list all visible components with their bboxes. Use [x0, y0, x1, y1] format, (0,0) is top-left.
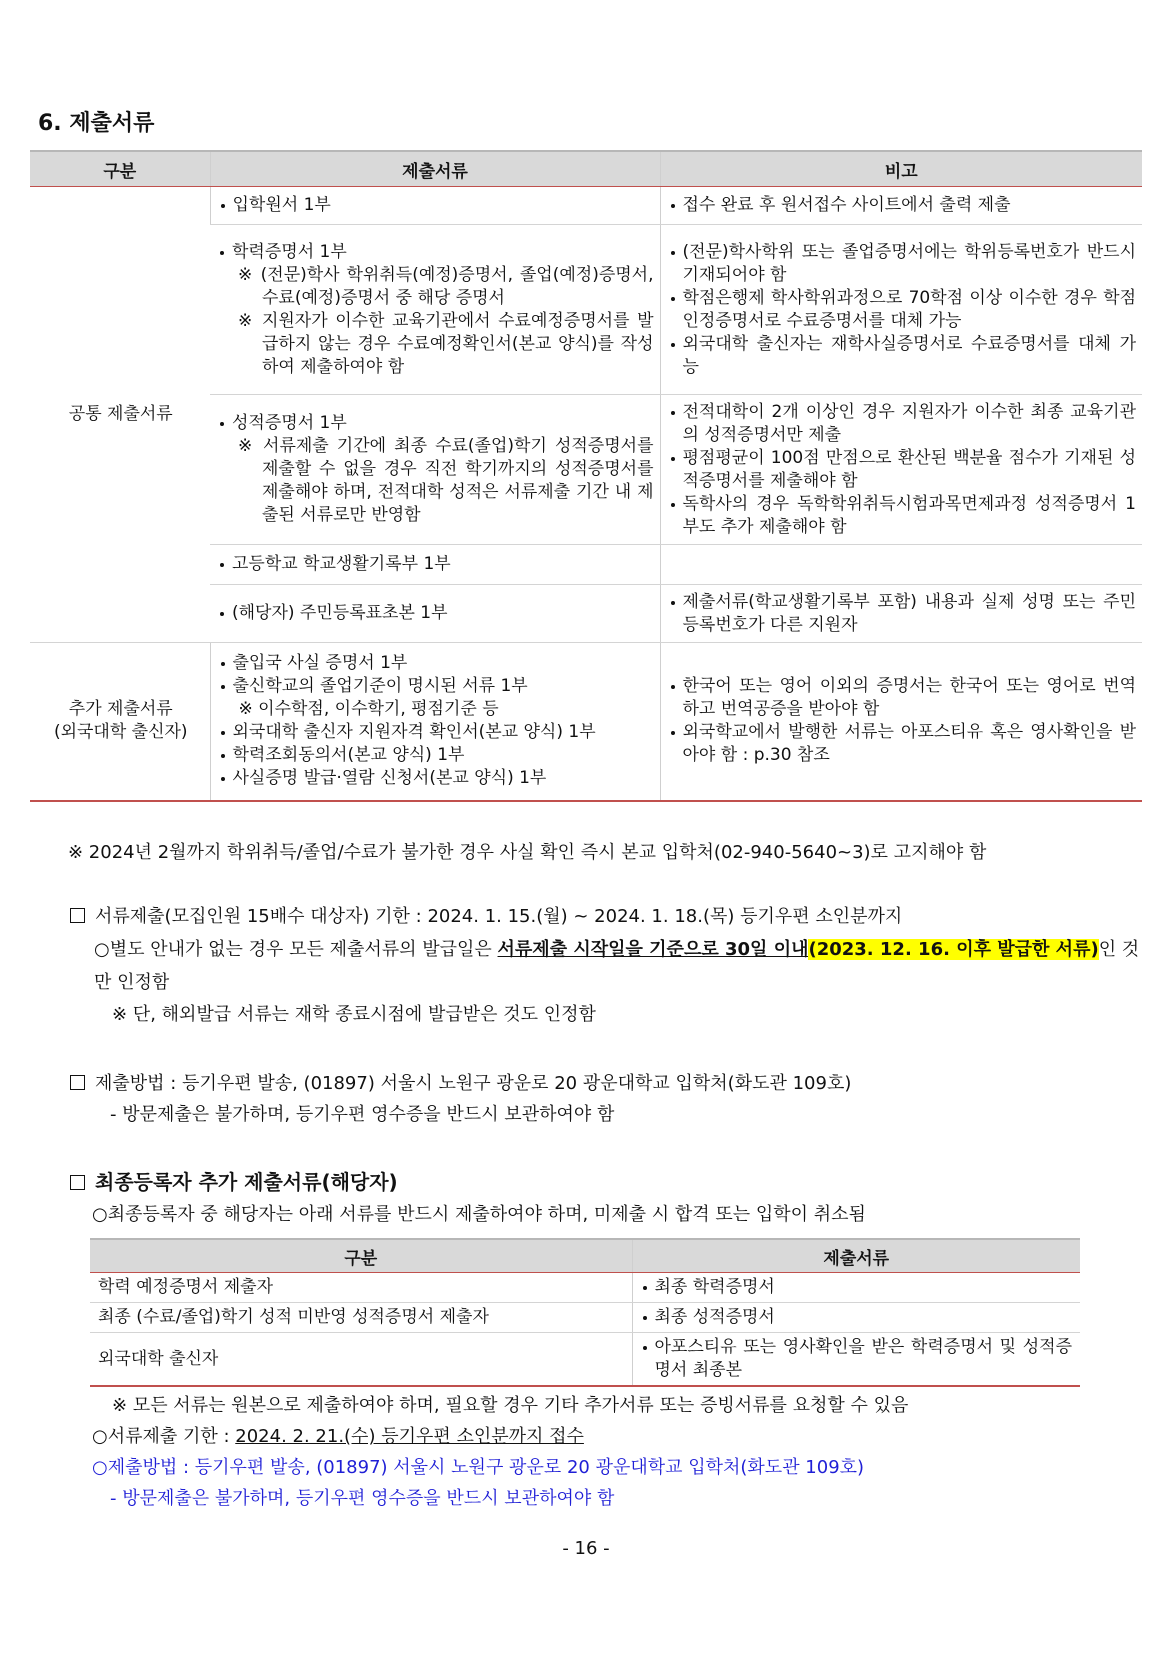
checkbox-square-icon — [70, 908, 85, 923]
checkbox-square-icon — [70, 1175, 85, 1190]
remarks-cell — [660, 643, 1142, 801]
doc-title: 학력증명서 1부 — [232, 241, 347, 262]
docs-cell — [210, 643, 660, 801]
original-docs-note: ※ 모든 서류는 원본으로 제출하여야 하며, 필요할 경우 기타 추가서류 또는 증빙서류를 요청할 수 있음 — [112, 1395, 909, 1416]
doc-note: ※ 이수학점, 이수학기, 평점기준 등 — [238, 699, 499, 720]
doc-cell — [632, 1333, 1080, 1387]
list-item: 고등학교 학교생활기록부 1부 — [218, 553, 654, 576]
list-item: (해당자) 주민등록표초본 1부 — [218, 602, 654, 625]
group-label: 추가 제출서류 — [68, 699, 173, 720]
final-method: ○제출방법 : 등기우편 발송, (01897) 서울시 노원구 광운로 20 광운대학교 입학처(화도관 109호) — [92, 1457, 865, 1478]
category-cell: 최종 (수료/졸업)학기 성적 미반영 성적증명서 제출자 — [90, 1303, 632, 1333]
deadline-date: 2024. 2. 21.(수) 등기우편 소인분까지 접수 — [235, 1426, 584, 1447]
header-category: 구분 — [30, 151, 210, 187]
final-deadline — [92, 1422, 584, 1448]
list-item: 독학사의 경우 독학학위취득시험과목면제과정 성적증명서 1부도 추가 제출해야 함 — [669, 493, 1137, 539]
remarks-cell — [660, 187, 1142, 225]
remarks-cell — [660, 585, 1142, 643]
header-documents: 제출서류 — [210, 151, 660, 187]
group-label: 공통 제출서류 — [68, 404, 173, 424]
deadline-prefix: ○서류제출 기한 : — [92, 1426, 236, 1447]
final-intro: ○최종등록자 중 해당자는 아래 서류를 반드시 제출하여야 하며, 미제출 시 합격 또는 입학이 취소됨 — [92, 1204, 866, 1225]
group-extra — [30, 643, 210, 801]
final-section-title — [70, 1166, 398, 1195]
docs-cell — [210, 545, 660, 585]
table-row — [30, 187, 1142, 225]
table-row — [90, 1273, 1080, 1303]
list-item: (전문)학사학위 또는 졸업증명서에는 학위등록번호가 반드시 기재되어야 함 — [669, 241, 1137, 287]
table-row — [90, 1303, 1080, 1333]
method-text: 제출방법 : 등기우편 발송, (01897) 서울시 노원구 광운로 20 광운대학교 입학처(화도관 109호) — [95, 1073, 852, 1094]
table-row — [90, 1333, 1080, 1387]
list-item: 입학원서 1부 — [219, 194, 654, 217]
list-item: 학점은행제 학사학위과정으로 70학점 이상 이수한 경우 학점인정증명서로 수료증명서를 대체 가능 — [669, 287, 1137, 333]
list-item: 외국대학 출신자 지원자격 확인서(본교 양식) 1부 — [219, 721, 654, 744]
degree-notice: ※ 2024년 2월까지 학위취득/졸업/수료가 불가한 경우 사실 확인 즉시 본교 입학처(02-940-5640~3)로 고지해야 함 — [68, 842, 987, 863]
list-item: 외국대학 출신자는 재학사실증명서로 수료증명서를 대체 가능 — [669, 333, 1137, 379]
final-method-sub: - 방문제출은 불가하며, 등기우편 영수증을 반드시 보관하여야 함 — [110, 1488, 615, 1509]
rule-bold: 서류제출 시작일을 기준으로 30일 이내 — [497, 939, 809, 960]
list-item: 아포스티유 또는 영사확인을 받은 학력증명서 및 성적증명서 최종본 — [641, 1336, 1073, 1382]
remarks-cell — [660, 395, 1142, 545]
remarks-cell — [660, 225, 1142, 395]
list-item: 평점평균이 100점 만점으로 환산된 백분율 점수가 기재된 성적증명서를 제출해야 함 — [669, 447, 1137, 493]
doc-note: ※ 서류제출 기간에 최종 수료(졸업)학기 성적증명서를 제출할 수 없을 경우 직전 학기까지의 성적증명서를 제출해야 하며, 전적대학 성적은 서류제출 기간 내 제출된 서류로만 반영함 — [238, 436, 654, 525]
list-item: 한국어 또는 영어 이외의 증명서는 한국어 또는 영어로 번역하고 번역공증을 받아야 함 — [669, 675, 1137, 721]
list-item: 최종 성적증명서 — [641, 1306, 1073, 1329]
list-item — [218, 412, 654, 527]
list-item: 사실증명 발급·열람 신청서(본교 양식) 1부 — [219, 767, 654, 790]
final-title-text: 최종등록자 추가 제출서류(해당자) — [95, 1170, 398, 1194]
list-item: 접수 완료 후 원서접수 사이트에서 출력 제출 — [669, 194, 1137, 217]
rule-suffix: 인 것만 인정함 — [94, 939, 1140, 993]
page-number: - 16 - — [562, 1538, 610, 1559]
group-common — [30, 187, 210, 643]
list-item — [218, 241, 654, 379]
table-row — [30, 643, 1142, 801]
list-item — [219, 675, 654, 721]
docs-cell — [210, 187, 660, 225]
deadline-text: 서류제출(모집인원 15배수 대상자) 기한 : 2024. 1. 15.(월) ~ 2024. 1. 18.(목) 등기우편 소인분까지 — [95, 906, 903, 927]
header-category: 구분 — [90, 1239, 632, 1273]
docs-cell — [210, 395, 660, 545]
section-title: 6. 제출서류 — [38, 111, 155, 136]
doc-note: ※ (전문)학사 학위취득(예정)증명서, 졸업(예정)증명서, 수료(예정)증명서 중 해당 증명서 — [238, 264, 654, 308]
list-item: 출입국 사실 증명서 1부 — [219, 652, 654, 675]
category-cell: 학력 예정증명서 제출자 — [90, 1273, 632, 1303]
method-sub-note: - 방문제출은 불가하며, 등기우편 영수증을 반드시 보관하여야 함 — [110, 1104, 615, 1125]
doc-cell — [632, 1273, 1080, 1303]
documents-table — [30, 150, 1142, 802]
doc-title: 출신학교의 졸업기준이 명시된 서류 1부 — [232, 676, 528, 697]
list-item: 제출서류(학교생활기록부 포함) 내용과 실제 성명 또는 주민등록번호가 다른 지원자 — [669, 591, 1137, 637]
list-item: 최종 학력증명서 — [641, 1276, 1073, 1299]
docs-cell — [210, 585, 660, 643]
group-label-sub: (외국대학 출신자) — [53, 722, 188, 743]
category-cell: 외국대학 출신자 — [90, 1333, 632, 1387]
docs-cell — [210, 225, 660, 395]
doc-cell — [632, 1303, 1080, 1333]
overseas-note: ※ 단, 해외발급 서류는 재학 종료시점에 발급받은 것도 인정함 — [112, 1004, 596, 1025]
list-item: 외국학교에서 발행한 서류는 아포스티유 혹은 영사확인을 받아야 함 : p.30 참조 — [669, 721, 1137, 767]
checkbox-square-icon — [70, 1075, 85, 1090]
remarks-cell — [660, 545, 1142, 585]
list-item: 학력조회동의서(본교 양식) 1부 — [219, 744, 654, 767]
rule-highlight: (2023. 12. 16. 이후 발급한 서류) — [808, 939, 1099, 960]
issue-date-rule — [94, 933, 1144, 999]
rule-prefix: ○별도 안내가 없는 경우 모든 제출서류의 발급일은 — [94, 939, 498, 960]
list-item: 전적대학이 2개 이상인 경우 지원자가 이수한 최종 교육기관의 성적증명서만 제출 — [669, 401, 1137, 447]
submission-method — [70, 1069, 851, 1095]
header-documents: 제출서류 — [632, 1239, 1080, 1273]
table-header-row — [30, 151, 1142, 187]
doc-title: 성적증명서 1부 — [232, 413, 347, 433]
header-remarks: 비고 — [660, 151, 1142, 187]
submission-deadline — [70, 902, 902, 928]
table-header-row — [90, 1239, 1080, 1273]
doc-note: ※ 지원자가 이수한 교육기관에서 수료예정증명서를 발급하지 않는 경우 수료예정확인서(본교 양식)를 작성하여 제출하여야 함 — [238, 310, 654, 377]
final-documents-table — [90, 1238, 1080, 1387]
